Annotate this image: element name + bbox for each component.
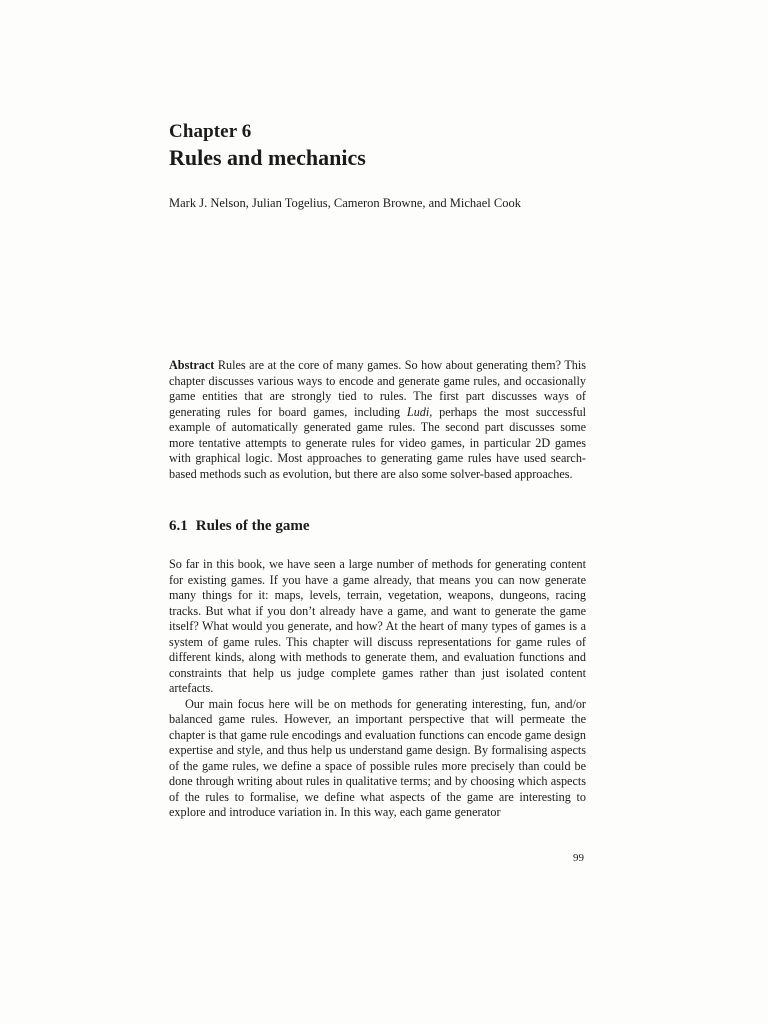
section-title: Rules of the game — [195, 518, 310, 534]
section-number: 6.1 — [169, 518, 188, 534]
abstract-text-part-2: , perhaps the most successful example of automatically generated game rules. The second part discusses some more tentative attempts to generate rules for video games, in particular 2D games with graphical logic. Most approaches to generating game rules have used search-based methods such as evolution, but there are also some solver-based approaches. — [169, 404, 586, 481]
abstract-text-part-1: Rules are at the core of many games. So how about generating them? This chapter discusses various ways to encode and generate game rules, and occasionally game entities that are strongly tied to rules. The first part discusses ways of generating rules for board games, including — [169, 358, 586, 419]
section-heading — [169, 518, 309, 535]
chapter-label: Chapter 6 — [169, 121, 252, 142]
abstract-label: Abstract — [169, 358, 215, 372]
abstract-emphasis: Ludi — [406, 404, 430, 419]
author-list: Mark J. Nelson, Julian Togelius, Cameron Browne, and Michael Cook — [169, 196, 521, 210]
abstract — [169, 358, 586, 482]
page-number: 99 — [573, 852, 584, 864]
paragraph: Our main focus here will be on methods for generating interesting, fun, and/or balanced game rules. However, an important perspective that will permeate the chapter is that game rule encodings and evaluation functions can encode game design expertise and style, and thus help us understand game design. By formalising aspects of the game rules, we define a space of possible rules more precisely than could be done through writing about rules in qualitative terms; and by choosing which aspects of the rules to formalise, we define what aspects of the game are interesting to explore and introduce variation in. In this way, each game generator — [169, 696, 586, 819]
paragraph: So far in this book, we have seen a large number of methods for generating content for existing games. If you have a game already, that means you can now generate many things for it: maps, levels, terrain, vegetation, weapons, dungeons, racing tracks. But what if you don’t already have a game, and want to generate the game itself? What would you generate, and how? At the heart of many types of games is a system of game rules. This chapter will discuss representations for game rules of different kinds, along with methods to generate them, and evaluation functions and constraints that help us judge complete games rather than just isolated content artefacts. — [169, 557, 586, 695]
body-text — [169, 557, 586, 821]
chapter-title: Rules and mechanics — [169, 145, 366, 170]
